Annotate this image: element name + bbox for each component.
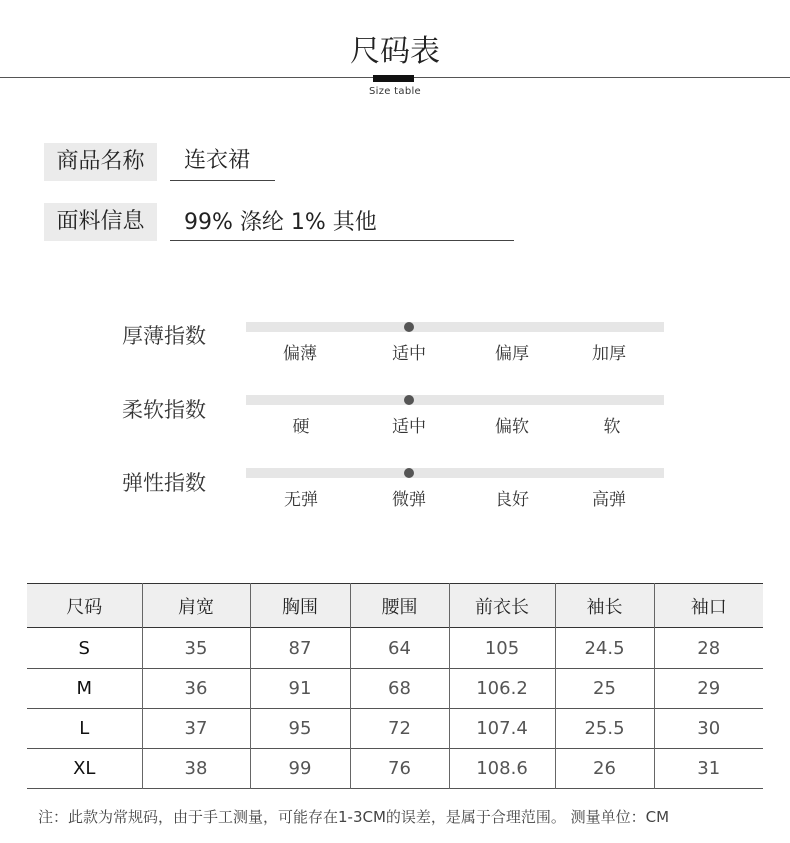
table-row [27,709,763,749]
table-cell: 31 [654,749,763,789]
table-row [27,669,763,709]
product-name-value: 连衣裙 [170,143,275,181]
page-subtitle: Size table [368,86,422,97]
size-cell: S [27,628,142,669]
thickness-option: 适中 [392,344,426,364]
table-cell: 38 [142,749,250,789]
softness-option: 适中 [392,417,426,437]
table-row [27,749,763,789]
table-cell: 25.5 [555,709,654,749]
elasticity-index-track [246,468,664,478]
softness-option: 偏软 [495,417,529,437]
elasticity-option: 良好 [495,490,529,510]
table-cell: 36 [142,669,250,709]
page-title: 尺码表 [350,34,440,69]
column-header: 胸围 [250,584,350,628]
size-cell: L [27,709,142,749]
thickness-option: 加厚 [592,344,626,364]
table-cell: 99 [250,749,350,789]
column-header: 袖长 [555,584,654,628]
table-cell: 87 [250,628,350,669]
softness-option: 硬 [292,417,310,437]
product-name-label: 商品名称 [44,143,157,181]
fabric-info-value: 99% 涤纶 1% 其他 [170,203,514,241]
table-cell: 30 [654,709,763,749]
table-cell: 91 [250,669,350,709]
elasticity-option: 高弹 [592,490,626,510]
table-cell: 108.6 [449,749,555,789]
column-header: 袖口 [654,584,763,628]
thickness-option: 偏薄 [283,344,317,364]
size-cell: XL [27,749,142,789]
table-cell: 28 [654,628,763,669]
softness-index-track [246,395,664,405]
table-cell: 35 [142,628,250,669]
column-header: 前衣长 [449,584,555,628]
table-cell: 64 [350,628,449,669]
column-header: 肩宽 [142,584,250,628]
elasticity-option: 无弹 [284,490,318,510]
softness-index-label: 柔软指数 [122,398,206,422]
softness-index-marker [404,395,414,405]
table-cell: 37 [142,709,250,749]
table-cell: 76 [350,749,449,789]
table-cell: 26 [555,749,654,789]
table-cell: 105 [449,628,555,669]
size-cell: M [27,669,142,709]
size-table [27,583,763,789]
table-cell: 29 [654,669,763,709]
elasticity-index-label: 弹性指数 [122,471,206,495]
elasticity-index-marker [404,468,414,478]
table-cell: 106.2 [449,669,555,709]
table-header-row [27,584,763,628]
table-cell: 95 [250,709,350,749]
column-header: 腰围 [350,584,449,628]
table-cell: 25 [555,669,654,709]
thickness-index-label: 厚薄指数 [122,324,206,348]
measurement-note: 注：此款为常规码，由于手工测量，可能存在1-3CM的误差，是属于合理范围。 测量单位：CM [38,808,670,826]
fabric-info-label: 面料信息 [44,203,157,241]
table-cell: 24.5 [555,628,654,669]
thickness-index-track [246,322,664,332]
thickness-option: 偏厚 [495,344,529,364]
thickness-index-marker [404,322,414,332]
column-header: 尺码 [27,584,142,628]
table-cell: 68 [350,669,449,709]
softness-option: 软 [603,417,621,437]
table-row [27,628,763,669]
title-accent-bar [373,75,414,82]
table-cell: 72 [350,709,449,749]
table-cell: 107.4 [449,709,555,749]
elasticity-option: 微弹 [392,490,426,510]
